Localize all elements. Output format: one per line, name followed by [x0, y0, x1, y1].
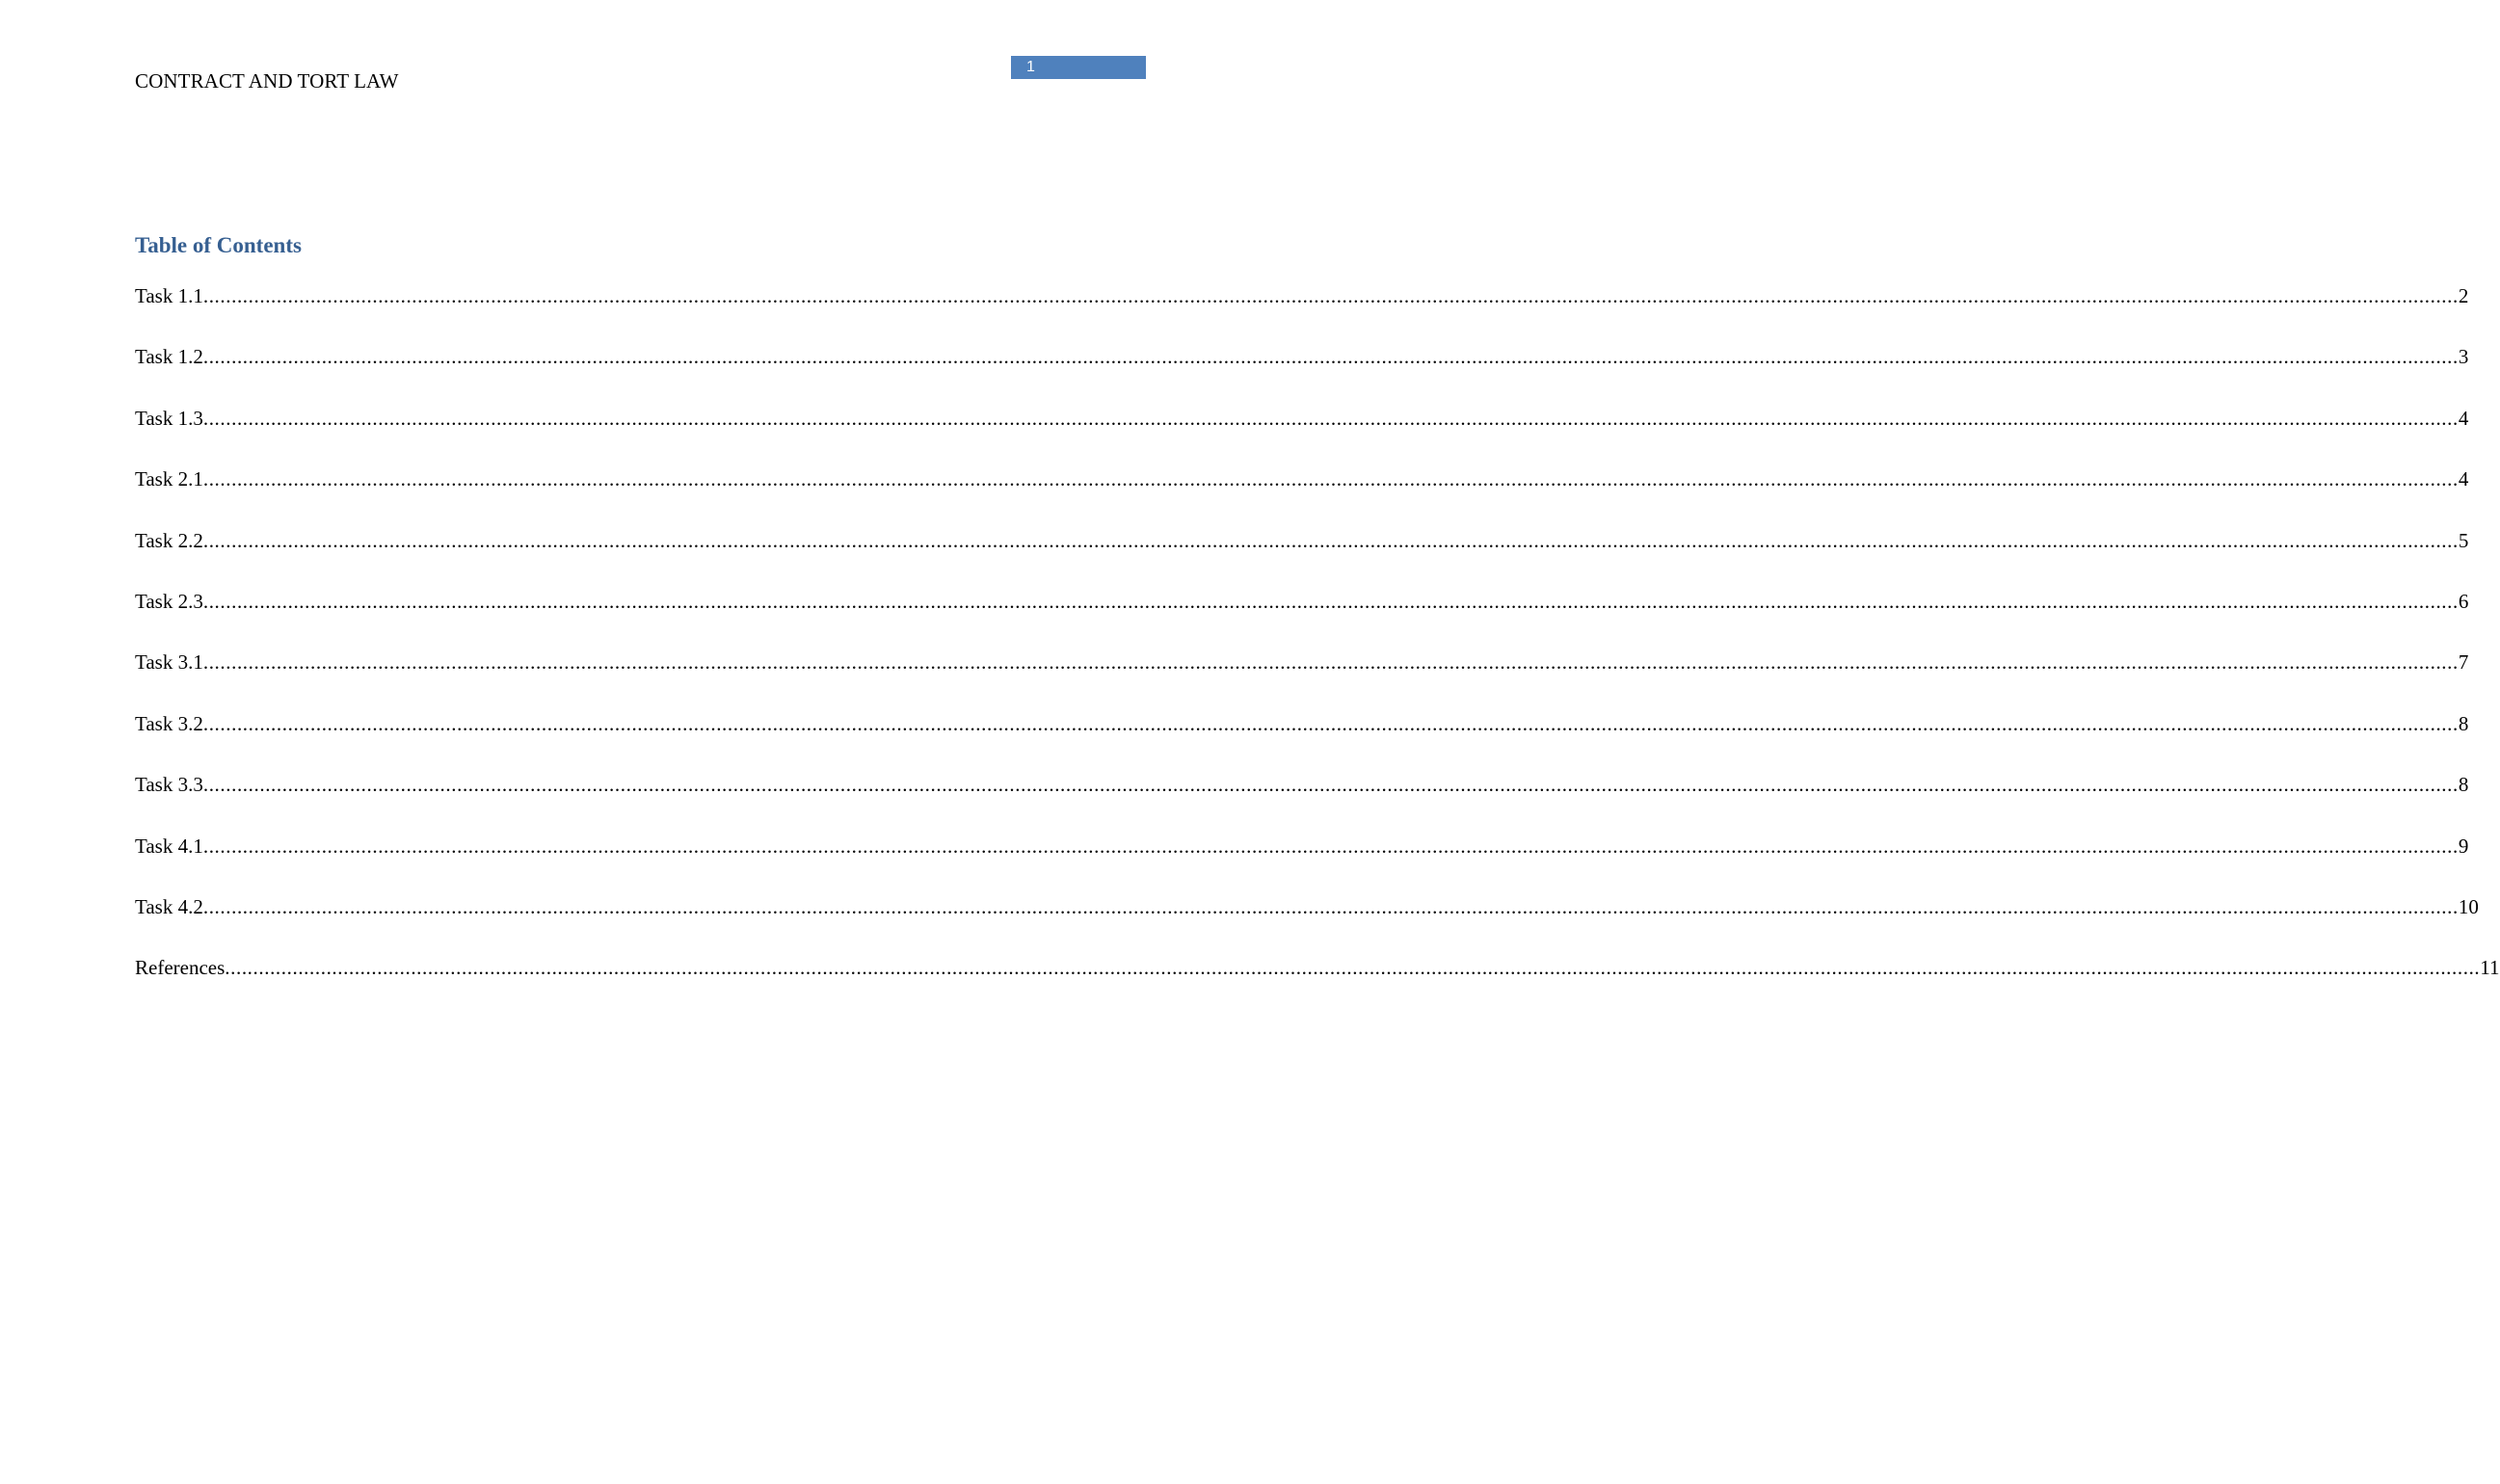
- toc-entry-task-1-3[interactable]: [135, 404, 2469, 464]
- toc-entry-page: 9: [2458, 834, 2469, 858]
- running-head: CONTRACT AND TORT LAW: [135, 69, 399, 93]
- toc-entry-label: Task 2.3: [135, 589, 203, 613]
- toc-entry-task-3-3[interactable]: [135, 770, 2469, 831]
- toc-entry-page: 4: [2458, 467, 2469, 491]
- toc-entry-label: Task 3.2: [135, 711, 203, 735]
- toc-dot-leader: ................................................................................................................................................................................................................................................................................................................................................................................................................: [202, 589, 2459, 613]
- toc-entry-label: Task 4.1: [135, 834, 203, 858]
- toc-entry-page: 8: [2458, 773, 2469, 797]
- toc-dot-leader: ................................................................................................................................................................................................................................................................................................................................................................................................................: [202, 834, 2459, 858]
- toc-title: Table of Contents: [135, 233, 302, 257]
- toc-dot-leader: ................................................................................................................................................................................................................................................................................................................................................................................................................: [202, 528, 2459, 552]
- toc-dot-leader: ................................................................................................................................................................................................................................................................................................................................................................................................................: [202, 650, 2459, 675]
- toc-entry-label: Task 1.2: [135, 345, 203, 369]
- toc-dot-leader: ................................................................................................................................................................................................................................................................................................................................................................................................................: [202, 711, 2459, 735]
- toc-dot-leader: ................................................................................................................................................................................................................................................................................................................................................................................................................: [202, 345, 2459, 369]
- toc-entry-page: 4: [2458, 406, 2469, 430]
- toc-entry-task-2-3[interactable]: [135, 587, 2469, 648]
- toc-entry-label: Task 2.1: [135, 467, 203, 491]
- toc-entry-label: Task 1.3: [135, 406, 203, 430]
- toc-entry-task-2-1[interactable]: [135, 464, 2469, 525]
- toc-entry-page: 5: [2458, 528, 2469, 552]
- toc-entry-label: Task 4.2: [135, 894, 203, 918]
- toc-entry-task-1-2[interactable]: [135, 342, 2469, 403]
- page-number: 1: [1026, 59, 1035, 75]
- toc-entry-page: 6: [2458, 589, 2469, 613]
- toc-dot-leader: ................................................................................................................................................................................................................................................................................................................................................................................................................: [225, 956, 2481, 980]
- toc-entry-label: Task 1.1: [135, 284, 203, 307]
- toc-dot-leader: ................................................................................................................................................................................................................................................................................................................................................................................................................: [202, 894, 2459, 918]
- toc-entry-page: 2: [2458, 284, 2469, 307]
- toc-entry-page: 8: [2458, 711, 2469, 735]
- toc-entry-page: 7: [2458, 650, 2469, 675]
- toc-entry-task-3-1[interactable]: [135, 648, 2469, 708]
- toc-entry-label: Task 2.2: [135, 528, 203, 552]
- toc-entry-task-2-2[interactable]: [135, 526, 2469, 587]
- toc-entry-page: 10: [2458, 894, 2479, 918]
- toc-dot-leader: ................................................................................................................................................................................................................................................................................................................................................................................................................: [202, 284, 2459, 307]
- toc-entry-page: 11: [2480, 956, 2500, 980]
- toc-dot-leader: ................................................................................................................................................................................................................................................................................................................................................................................................................: [202, 773, 2459, 797]
- toc-dot-leader: ................................................................................................................................................................................................................................................................................................................................................................................................................: [202, 406, 2459, 430]
- toc-entry-task-1-1[interactable]: [135, 281, 2469, 342]
- toc-entry-label: Task 3.3: [135, 773, 203, 797]
- toc-entry-label: References: [135, 956, 226, 980]
- toc-list: [135, 281, 2500, 1015]
- toc-entry-task-4-1[interactable]: [135, 832, 2469, 892]
- toc-entry-references[interactable]: [135, 953, 2500, 1014]
- toc-entry-page: 3: [2458, 345, 2469, 369]
- page-number-tab: [1011, 56, 1146, 79]
- toc-entry-task-4-2[interactable]: [135, 892, 2479, 953]
- toc-entry-label: Task 3.1: [135, 650, 203, 675]
- toc-dot-leader: ................................................................................................................................................................................................................................................................................................................................................................................................................: [202, 467, 2459, 491]
- toc-entry-task-3-2[interactable]: [135, 709, 2469, 770]
